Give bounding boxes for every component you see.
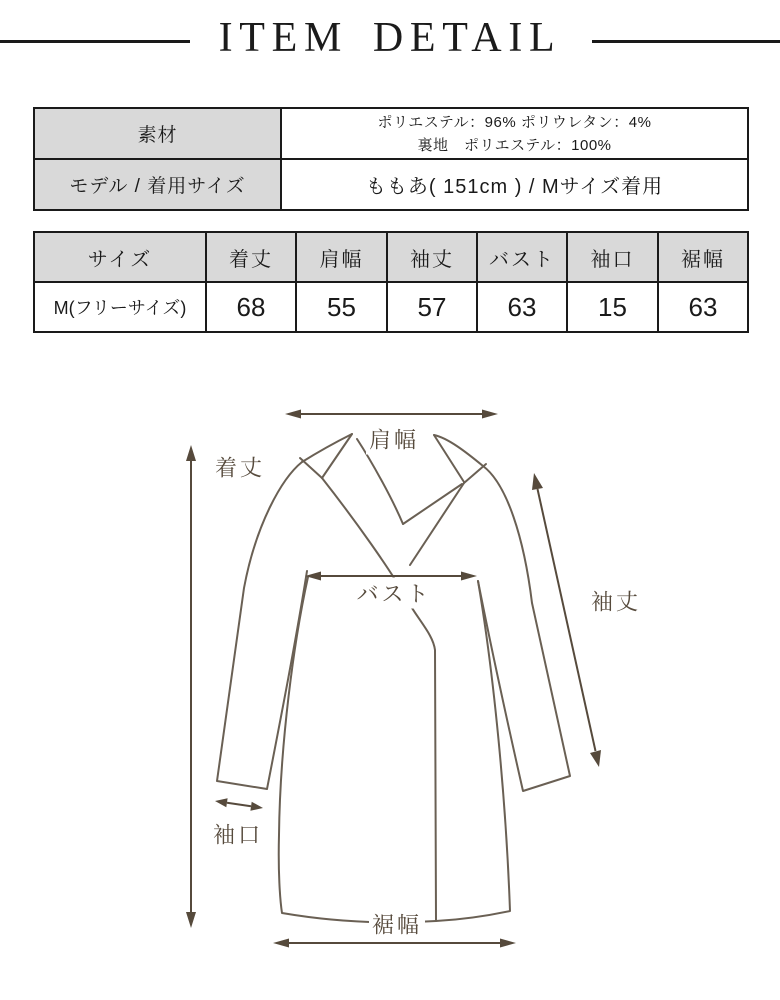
bust-label: バスト: [353, 578, 434, 609]
cuff-arrow: [215, 798, 263, 811]
length-label: 着丈: [212, 452, 268, 483]
col-header-cuff: 袖口: [567, 232, 658, 282]
model-value-cell: ももあ( 151cm ) / Mサイズ着用: [281, 159, 748, 210]
hem-width-label: 裾幅: [369, 909, 425, 940]
material-line-1: ポリエステル：96% ポリウレタン：4%: [377, 113, 652, 131]
page-title: ITEM DETAIL: [218, 15, 562, 61]
length-value-cell: 68: [206, 282, 296, 332]
coat-outline: [217, 434, 570, 922]
sleeve-length-arrow: [532, 473, 601, 767]
col-header-bust: バスト: [477, 232, 567, 282]
cuff-label: 袖口: [210, 819, 266, 850]
col-header-hem: 裾幅: [658, 232, 748, 282]
cuff-value-cell: 15: [567, 282, 658, 332]
col-header-size: サイズ: [34, 232, 206, 282]
shoulder-width-label: 肩幅: [366, 424, 422, 455]
size-name-cell: M(フリーサイズ): [34, 282, 206, 332]
length-arrow: [186, 445, 196, 928]
material-label-cell: 素材: [34, 108, 281, 159]
bust-value-cell: 63: [477, 282, 567, 332]
shoulder-width-arrow: [285, 410, 498, 419]
measure-arrows: [186, 410, 601, 948]
sleeve-value-cell: 57: [387, 282, 477, 332]
hem-width-arrow: [273, 939, 516, 948]
hem-value-cell: 63: [658, 282, 748, 332]
material-line-2: 裏地 ポリエステル：100%: [417, 136, 612, 154]
shoulder-value-cell: 55: [296, 282, 387, 332]
col-header-length: 着丈: [206, 232, 296, 282]
col-header-sleeve: 袖丈: [387, 232, 477, 282]
sleeve-length-label: 袖丈: [588, 586, 644, 617]
col-header-shoulder: 肩幅: [296, 232, 387, 282]
model-label-cell: モデル / 着用サイズ: [34, 159, 281, 210]
